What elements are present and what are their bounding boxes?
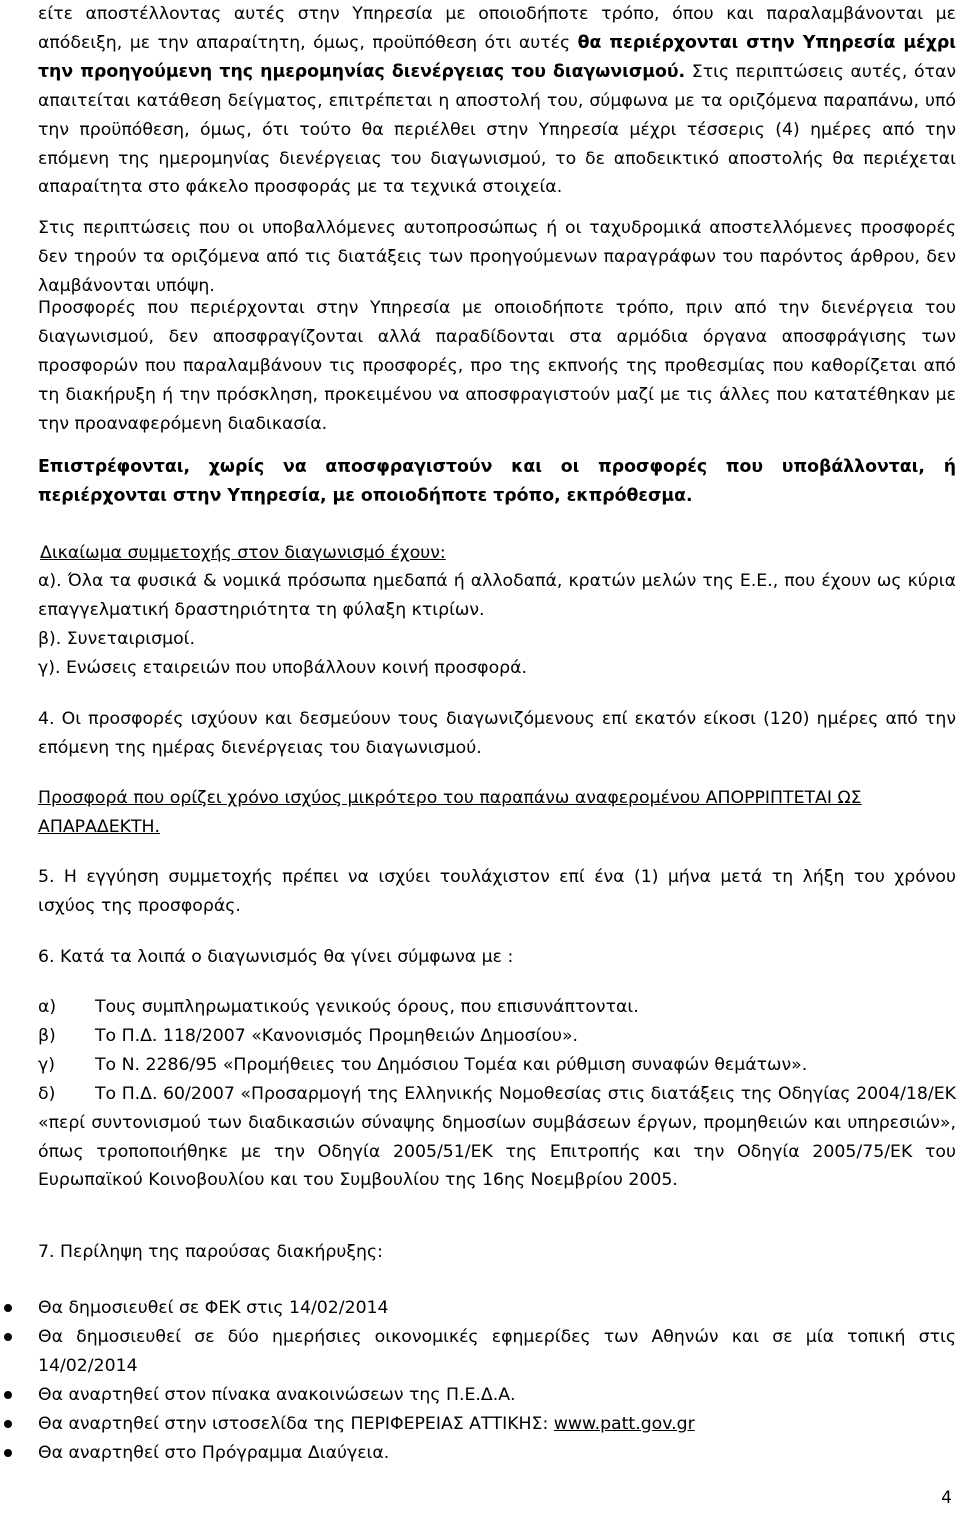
bold-deadline-text: θα περιέρχονται στην Υπηρεσία μέχρι την προηγούμενη της ημερομηνίας διενέργειας του διαγωνισμού. — [38, 32, 956, 82]
bullet-icon — [0, 1381, 38, 1410]
list-item: β) Το Π.Δ. 118/2007 «Κανονισμός Προμηθειών Δημοσίου». — [38, 1025, 579, 1046]
list-item: δ) Το Π.Δ. 60/2007 «Προσαρμογή της Ελληνικής Νομοθεσίας στις διατάξεις της Οδηγίας 2004/18/ΕΚ «περί συντονισμού των διαδικασιών σύναψης δημοσίων συμβάσεων έργων, προμηθειών και υπηρεσιών», όπως τροποποιήθηκε με την Οδηγία 2005/51/ΕΚ της Επιτροπής και την Οδηγία 2005/75/ΕΚ του Ευρωπαϊκού Κοινοβουλίου και του Συμβουλίου της 16ης Νοεμβρίου 2005. — [38, 1083, 956, 1191]
section-6-list — [38, 993, 956, 1195]
page-number: 4 — [941, 1488, 952, 1508]
list-item: Θα δημοσιευθεί σε ΦΕΚ στις 14/02/2014 — [0, 1294, 956, 1323]
bullet-icon — [0, 1439, 38, 1468]
section-4-validity: 4. Οι προσφορές ισχύουν και δεσμεύουν τους διαγωνιζόμενους επί εκατόν είκοσι (120) ημέρες από την επόμενη της ημέρας διενέργειας του διαγωνισμού. — [38, 709, 956, 758]
section-7-bullet-list — [0, 1294, 956, 1467]
list-item: Θα αναρτηθεί στην ιστοσελίδα της ΠΕΡΙΦΕΡΕΙΑΣ ΑΤΤΙΚΗΣ: www.patt.gov.gr — [0, 1410, 956, 1439]
eligibility-item-c: γ). Ενώσεις εταιρειών που υποβάλλουν κοινή προσφορά. — [38, 658, 528, 678]
bullet-icon — [0, 1294, 38, 1323]
paragraph-non-compliant: Στις περιπτώσεις που οι υποβαλλόμενες αυτοπροσώπως ή οι ταχυδρομικά αποστελλόμενες προσφορές δεν τηρούν τα οριζόμενα από τις διατάξεις των προηγούμενων παραγράφων του παρόντος άρθρου, δεν λαμβάνονται υπόψη. — [38, 218, 956, 296]
section-5-guarantee: 5. Η εγγύηση συμμετοχής πρέπει να ισχύει τουλάχιστον επί ένα (1) μήνα μετά τη λήξη του χρόνου ισχύος της προσφοράς. — [38, 867, 956, 916]
patt-website-link[interactable]: www.patt.gov.gr — [553, 1413, 695, 1434]
list-item: Θα δημοσιευθεί σε δύο ημερήσιες οικονομικές εφημερίδες των Αθηνών και σε μία τοπική στις 14/02/2014 — [0, 1323, 956, 1381]
bullet-icon — [0, 1323, 38, 1381]
section-6-heading: 6. Κατά τα λοιπά ο διαγωνισμός θα γίνει σύμφωνα με : — [38, 947, 514, 967]
list-item: Θα αναρτηθεί στο Πρόγραμμα Διαύγεια. — [0, 1439, 956, 1468]
list-item: γ) Το Ν. 2286/95 «Προμήθειες του Δημόσιου Τομέα και ρύθμιση συναφών θεμάτων». — [38, 1054, 808, 1075]
paragraph-early-offers: Προσφορές που περιέρχονται στην Υπηρεσία με οποιοδήποτε τρόπο, πριν από την διενέργεια του διαγωνισμού, δεν αποσφραγίζονται αλλά παραδίδονται στα αρμόδια όργανα αποσφράγισης των προσφορών που παραλαμβάνουν τις προσφορές, προ της εκπνοής της προθεσμίας που καθορίζεται από τη διακήρυξη ή την πρόσκληση, προκειμένου να αποσφραγιστούν μαζί με τις άλλες που κατατέθηκαν με την προαναφερόμενη διαδικασία. — [38, 298, 956, 434]
section-7-heading: 7. Περίληψη της παρούσας διακήρυξης: — [38, 1242, 383, 1262]
eligibility-heading: Δικαίωμα συμμετοχής στον διαγωνισμό έχουν: — [40, 543, 446, 563]
list-item: α) Τους συμπληρωματικούς γενικούς όρους, που επισυνάπτονται. — [38, 997, 639, 1017]
paragraph-submission: είτε αποστέλλοντας αυτές στην Υπηρεσία με οποιοδήποτε τρόπο, όπου και παραλαμβάνονται με απόδειξη, με την απαραίτητη, όμως, προϋπόθεση ότι αυτές θα περιέρχονται στην Υπηρεσία μέχρι την προηγούμενη της ημερομηνίας διενέργειας του διαγωνισμού. Στις περιπτώσεις αυτές, όταν απαιτείται κατάθεση δείγματος, επιτρέπεται η αποστολή του, σύμφωνα με τα οριζόμενα παραπάνω, υπό την προϋπόθεση, όμως, ότι τούτο θα περιέλθει στην Υπηρεσία μέχρι τέσσερις (4) ημέρες από την επόμενη της ημερομηνίας διενέργειας του διαγωνισμού, το δε αποδεικτικό αποστολής θα περιέχεται απαραίτητα στο φάκελο προσφοράς με τα τεχνικά στοιχεία. — [38, 4, 956, 198]
rejection-notice: Προσφορά που ορίζει χρόνο ισχύος μικρότερο του παραπάνω αναφερομένου ΑΠΟΡΡΙΠΤΕΤΑΙ ΩΣ ΑΠΑΡΑΔΕΚΤΗ. — [38, 788, 862, 837]
list-item: Θα αναρτηθεί στον πίνακα ανακοινώσεων της Π.Ε.Δ.Α. — [0, 1381, 956, 1410]
eligibility-item-b: β). Συνεταιρισμοί. — [38, 629, 195, 649]
bullet-icon — [0, 1410, 38, 1439]
bold-late-offers-notice: Επιστρέφονται, χωρίς να αποσφραγιστούν και οι προσφορές που υποβάλλονται, ή περιέρχονται στην Υπηρεσία, με οποιοδήποτε τρόπο, εκπρόθεσμα. — [38, 457, 956, 506]
eligibility-item-a: α). Όλα τα φυσικά & νομικά πρόσωπα ημεδαπά ή αλλοδαπά, κρατών μελών της Ε.Ε., που έχουν ως κύρια επαγγελματική δραστηριότητα τη φύλαξη κτιρίων. — [38, 571, 956, 620]
